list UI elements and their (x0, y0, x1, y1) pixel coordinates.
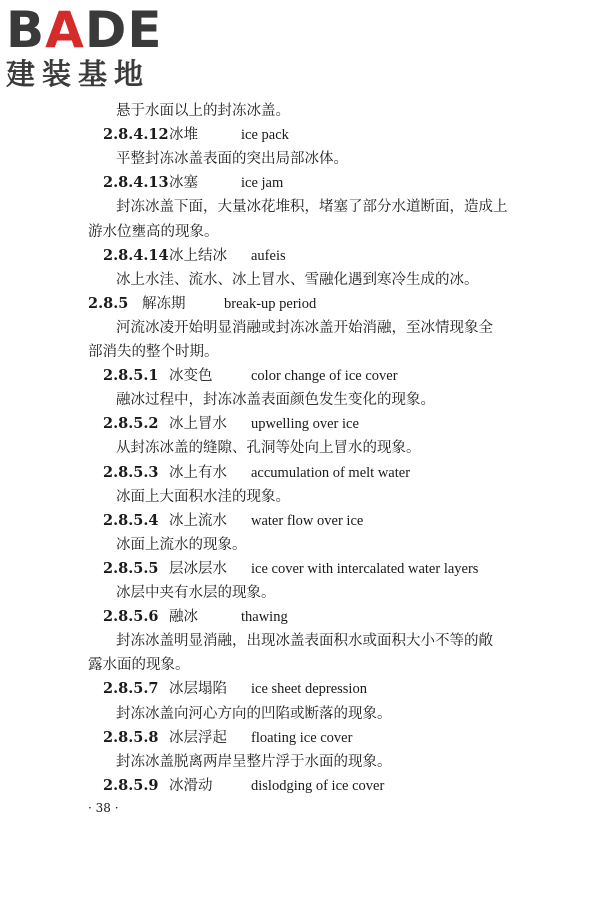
bade-logo (6, 1, 176, 91)
term-number: 2.8.4.13 (103, 174, 169, 192)
term-chinese: 冰变色 (169, 368, 213, 385)
term-english: ice pack (241, 127, 289, 144)
term-english: color change of ice cover (251, 368, 398, 385)
term-description-line: 冰上水洼、流水、冰上冒水、雪融化遇到寒冷生成的冰。 (116, 271, 479, 288)
term-english: break-up period (224, 295, 317, 312)
logo-wordmark: BADE (6, 1, 163, 59)
term-heading (103, 124, 289, 146)
term-description-line: 平整封冻冰盖表面的突出局部冰体。 (116, 151, 348, 168)
term-heading (103, 365, 398, 387)
term-description-line: 冰面上大面积水洼的现象。 (116, 488, 290, 505)
term-chinese: 融冰 (169, 609, 198, 626)
term-chinese: 冰层浮起 (169, 729, 227, 746)
term-heading (103, 775, 384, 797)
term-description-line: 封冻冰盖脱离两岸呈整片浮于水面的现象。 (116, 753, 392, 770)
term-chinese: 冰塞 (169, 175, 198, 192)
term-heading (103, 462, 410, 484)
term-number: 2.8.5 (88, 294, 129, 312)
term-english: thawing (241, 609, 288, 626)
term-english: accumulation of melt water (251, 464, 411, 481)
term-description-line: 露水面的现象。 (88, 657, 190, 674)
term-heading (103, 510, 363, 532)
term-chinese: 冰上冒水 (169, 416, 227, 433)
term-number: 2.8.5.5 (103, 559, 159, 577)
term-number: 2.8.5.1 (103, 367, 159, 385)
term-number: 2.8.5.2 (103, 415, 159, 433)
term-chinese: 层冰层水 (169, 560, 227, 577)
term-chinese: 冰滑动 (169, 777, 213, 794)
term-heading (103, 606, 288, 628)
term-heading (103, 558, 478, 580)
term-description-line: 封冻冰盖向河心方向的凹陷或断落的现象。 (116, 705, 392, 722)
term-english: upwelling over ice (251, 416, 359, 433)
term-description-line: 融冰过程中，封冻冰盖表面颜色发生变化的现象。 (116, 392, 435, 409)
term-number: 2.8.4.14 (103, 246, 169, 264)
term-chinese: 冰上有水 (169, 464, 227, 481)
term-number: 2.8.5.6 (103, 608, 159, 626)
term-number: 2.8.5.4 (103, 511, 159, 529)
term-heading (88, 293, 316, 315)
term-english: water flow over ice (251, 512, 364, 529)
term-number: 2.8.4.12 (103, 126, 169, 144)
term-heading (103, 172, 283, 194)
logo-subtitle: 建装基地 (6, 57, 151, 91)
term-english: floating ice cover (251, 729, 353, 746)
term-number: 2.8.5.8 (103, 728, 159, 746)
page-number: · 38 · (88, 801, 119, 815)
term-english: ice jam (241, 175, 284, 192)
term-description-line: 游水位壅高的现象。 (88, 223, 219, 240)
term-description-line: 部消失的整个时期。 (88, 344, 219, 360)
term-description-line: 冰面上流水的现象。 (116, 536, 247, 553)
paragraph-line: 悬于水面以上的封冻冰盖。 (116, 103, 290, 119)
term-description-line: 封冻冰盖明显消融，出现冰盖表面积水或面积大小不等的敞 (116, 633, 493, 650)
term-english: ice sheet depression (251, 681, 367, 698)
term-heading (103, 245, 286, 267)
term-description-line: 河流冰凌开始明显消融或封冻冰盖开始消融，至冰情现象全 (116, 319, 493, 336)
term-chinese: 冰上流水 (169, 512, 227, 529)
term-number: 2.8.5.7 (103, 680, 159, 698)
term-number: 2.8.5.3 (103, 463, 159, 481)
term-description-line: 冰层中夹有水层的现象。 (116, 585, 276, 601)
term-chinese: 冰堆 (169, 127, 198, 144)
term-heading (103, 413, 359, 435)
term-heading (103, 678, 367, 700)
term-heading (103, 727, 352, 749)
term-chinese: 解冻期 (142, 295, 186, 312)
term-english: dislodging of ice cover (251, 777, 385, 794)
term-description-line: 从封冻冰盖的缝隙、孔洞等处向上冒水的现象。 (116, 440, 421, 457)
term-chinese: 冰上结冰 (169, 247, 227, 264)
term-english: aufeis (251, 247, 286, 264)
term-number: 2.8.5.9 (103, 776, 159, 794)
term-chinese: 冰层塌陷 (169, 681, 227, 698)
term-english: ice cover with intercalated water layers (251, 560, 479, 577)
term-description-line: 封冻冰盖下面，大量冰花堆积，堵塞了部分水道断面，造成上 (116, 199, 508, 216)
